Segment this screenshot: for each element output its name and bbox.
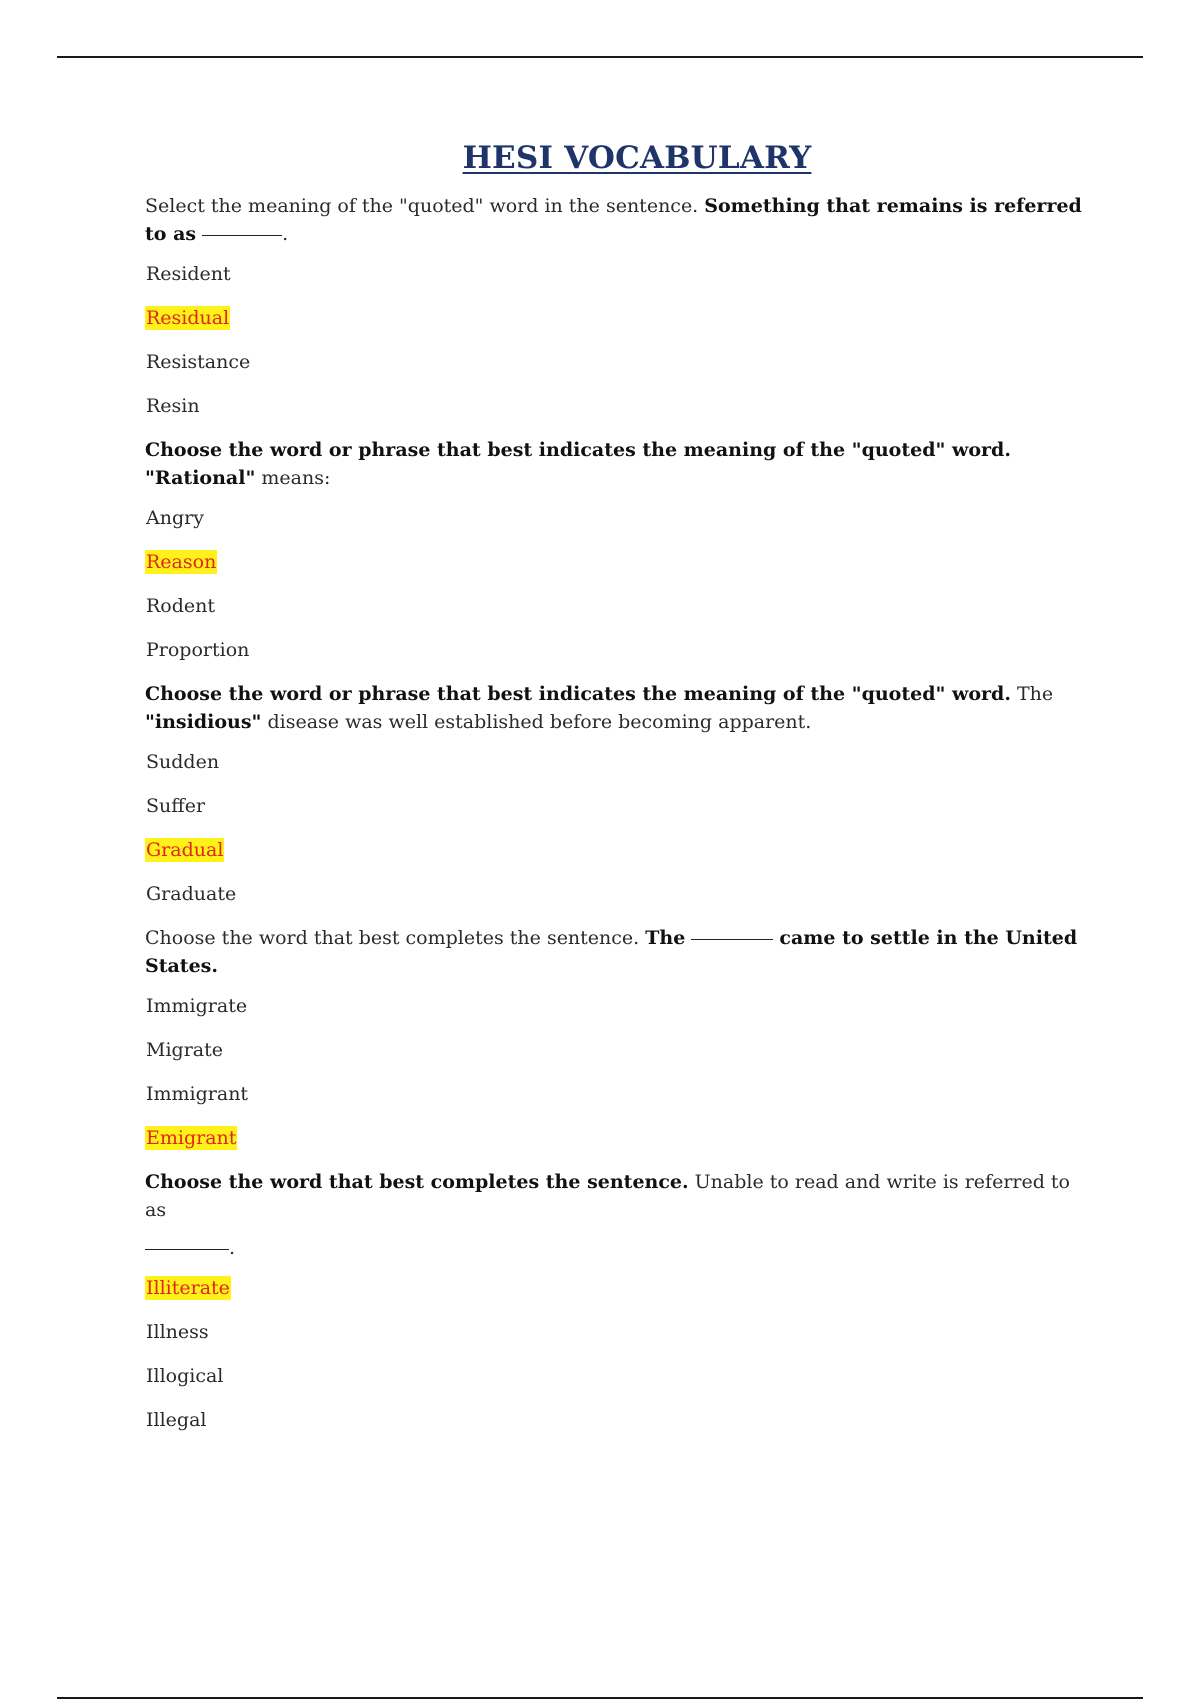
answer-blank	[691, 939, 773, 940]
option-text: Rodent	[146, 595, 216, 617]
question-5-blank-line	[145, 1234, 1085, 1262]
option	[145, 348, 1085, 376]
document-page	[145, 140, 1085, 1450]
option-text: Immigrate	[146, 995, 248, 1017]
option-text: Resident	[146, 263, 231, 285]
question-2	[145, 436, 1085, 492]
option-text: Resistance	[146, 351, 251, 373]
option-correct	[145, 548, 1085, 576]
question-2-stem: Choose the word or phrase that best indicates the meaning of the "quoted" word. "Rational"	[145, 439, 1011, 489]
option	[145, 748, 1085, 776]
question-1-prompt: Select the meaning of the "quoted" word in the sentence.	[145, 195, 705, 217]
page-title: HESI VOCABULARY	[462, 140, 812, 176]
option	[145, 1036, 1085, 1064]
bottom-rule	[57, 1697, 1143, 1699]
option-correct	[145, 836, 1085, 864]
option-text: Migrate	[146, 1039, 223, 1061]
option-text: Immigrant	[146, 1083, 249, 1105]
question-4	[145, 924, 1085, 980]
question-1	[145, 192, 1085, 248]
option	[145, 636, 1085, 664]
option	[145, 504, 1085, 532]
question-4-prompt: Choose the word that best completes the sentence.	[145, 927, 646, 949]
question-3-quoted-word: "insidious"	[145, 711, 262, 733]
option-text-highlighted: Emigrant	[146, 1127, 237, 1149]
question-5-tail: Unable to read and write is referred to as	[145, 1171, 1070, 1221]
question-2-tail: means:	[255, 467, 331, 489]
top-rule	[57, 56, 1143, 58]
option	[145, 792, 1085, 820]
question-3-stem: Choose the word or phrase that best indicates the meaning of the "quoted" word.	[145, 683, 1011, 705]
question-3	[145, 680, 1085, 736]
option	[145, 992, 1085, 1020]
question-5-end: .	[229, 1237, 236, 1259]
option-text: Resin	[146, 395, 200, 417]
option	[145, 1318, 1085, 1346]
option-text-highlighted: Illiterate	[146, 1277, 230, 1299]
option-text: Suffer	[146, 795, 206, 817]
option-text-highlighted: Gradual	[146, 839, 224, 861]
option	[145, 392, 1085, 420]
question-5-stem: Choose the word that best completes the sentence.	[145, 1171, 689, 1193]
option	[145, 1080, 1085, 1108]
option-text: Proportion	[146, 639, 250, 661]
question-1-end: .	[282, 223, 289, 245]
question-4-stem-start: The	[645, 927, 686, 949]
answer-blank	[202, 235, 282, 236]
question-4-stem-end: came to settle in the United States.	[145, 927, 1078, 977]
question-5	[145, 1168, 1085, 1262]
question-3-part: The	[1010, 683, 1054, 705]
option-text: Angry	[146, 507, 204, 529]
option	[145, 592, 1085, 620]
option-text: Illness	[146, 1321, 209, 1343]
option-text: Illegal	[146, 1409, 207, 1431]
option-text: Illogical	[146, 1365, 224, 1387]
option	[145, 260, 1085, 288]
option-correct	[145, 304, 1085, 332]
option-correct	[145, 1124, 1085, 1152]
option-text: Sudden	[146, 751, 220, 773]
question-3-tail: disease was well established before becoming apparent.	[261, 711, 812, 733]
option-text: Graduate	[146, 883, 237, 905]
option-text-highlighted: Residual	[146, 307, 230, 329]
option-text-highlighted: Reason	[146, 551, 217, 573]
option	[145, 880, 1085, 908]
option-correct	[145, 1274, 1085, 1302]
option	[145, 1406, 1085, 1434]
question-1-stem: Something that remains is referred to as	[145, 195, 1082, 245]
option	[145, 1362, 1085, 1390]
answer-blank	[145, 1249, 229, 1250]
